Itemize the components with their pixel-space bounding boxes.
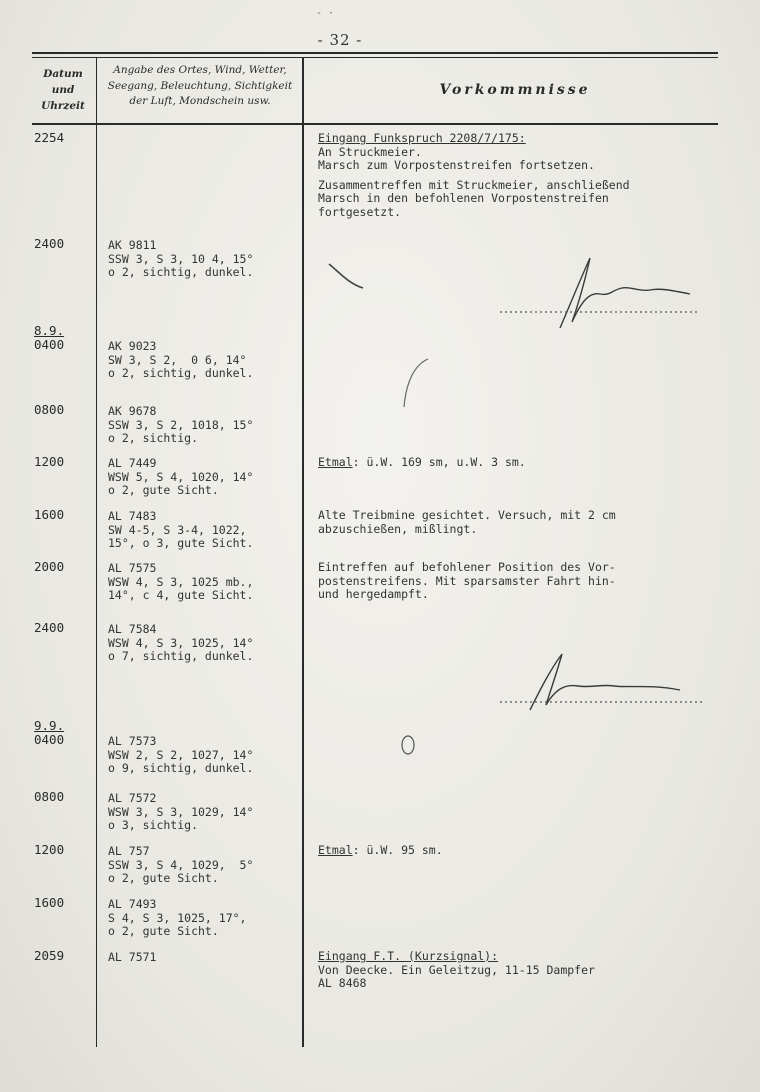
row-time-value: 1200 [34, 454, 65, 469]
page-number: - 32 - [317, 31, 363, 49]
row-time [34, 508, 94, 522]
signature-1 [490, 250, 710, 340]
table-top-rule [32, 52, 718, 54]
row-time-value: 2400 [34, 620, 65, 635]
row-place-weather: AL 7571 [108, 950, 157, 964]
event-line: Eingang F.T. (Kurzsignal): [318, 949, 499, 963]
row-time-value: 0800 [34, 402, 65, 417]
row-time [34, 843, 94, 857]
row-time [34, 237, 94, 251]
event-line: fortgesetzt. [318, 204, 402, 219]
row-event [318, 456, 718, 470]
row-time [34, 719, 94, 747]
row-place-weather: AL 757 SSW 3, S 4, 1029, 5° o 2, gute Sicht. [108, 844, 254, 885]
event-line: An Struckmeier. [318, 144, 422, 159]
event-line: Alte Treibmine gesichtet. Versuch, mit 2 cm [318, 508, 616, 522]
event-line: Etmal: ü.W. 169 sm, u.W. 3 sm. [318, 455, 526, 469]
ink-stroke [325, 258, 385, 298]
event-line: postenstreifens. Mit sparsamster Fahrt hin- [318, 573, 616, 588]
row-time [34, 324, 94, 352]
row-place-weather: AK 9678 SSW 3, S 2, 1018, 15° o 2, sichtig. [108, 404, 254, 445]
header-place-weather: Angabe des Ortes, Wind, Wetter, Seegang, Beleuchtung, Sichtigkeit der Luft, Mondschein usw. [107, 64, 293, 107]
column-divider-2 [302, 57, 304, 1047]
row-time [34, 790, 94, 804]
event-line: Von Deecke. Ein Geleitzug, 11-15 Dampfer [318, 962, 595, 977]
row-day: 9.9. [34, 718, 65, 733]
row-event [318, 844, 718, 858]
header-events: Vorkommnisse [439, 82, 591, 98]
row-time-value: 0400 [34, 337, 65, 352]
row-place-weather: AL 7575 WSW 4, S 3, 1025 mb., 14°, c 4, gute Sicht. [108, 561, 254, 602]
row-time-value: 1600 [34, 507, 65, 522]
row-place-weather: AL 7493 S 4, S 3, 1025, 17°, o 2, gute Sicht. [108, 897, 247, 938]
row-place-weather: AL 7573 WSW 2, S 2, 1027, 14° o 9, sichtig, dunkel. [108, 734, 254, 775]
event-line: Eingang Funkspruch 2208/7/175: [318, 131, 526, 145]
row-time [34, 403, 94, 417]
event-line: Marsch zum Vorpostenstreifen fortsetzen. [318, 158, 595, 172]
row-time-value: 1200 [34, 842, 65, 857]
row-time-value: 2059 [34, 948, 65, 963]
row-place-weather: AK 9023 SW 3, S 2, 0 6, 14° o 2, sichtig, dunkel. [108, 339, 254, 380]
row-event [318, 509, 718, 536]
row-time-value: 0400 [34, 732, 65, 747]
event-line: Zusammentreffen mit Struckmeier, anschließend [318, 177, 630, 192]
row-place-weather: AL 7483 SW 4-5, S 3-4, 1022, 15°, o 3, gute Sicht. [108, 509, 254, 550]
event-line: abzuschießen, mißlingt. [318, 521, 478, 536]
row-event [318, 561, 718, 602]
row-time [34, 455, 94, 469]
row-time [34, 621, 94, 635]
row-place-weather: AK 9811 SSW 3, S 3, 10 4, 15° o 2, sichtig, dunkel. [108, 238, 254, 279]
signature-2 [490, 650, 710, 720]
row-time-value: 1600 [34, 895, 65, 910]
ink-stroke-2 [396, 355, 456, 415]
row-place-weather: AL 7572 WSW 3, S 3, 1029, 14° o 3, sichtig. [108, 791, 254, 832]
row-event [318, 950, 718, 991]
row-place-weather: AL 7449 WSW 5, S 4, 1020, 14° o 2, gute Sicht. [108, 456, 254, 497]
row-time [34, 560, 94, 574]
top-mark: - · [316, 8, 335, 19]
event-line: und hergedampft. [318, 587, 429, 601]
event-line: Eintreffen auf befohlener Position des Vor- [318, 560, 616, 574]
header-date: Datum und Uhrzeit [41, 68, 85, 112]
event-line: AL 8468 [318, 976, 367, 990]
row-place-weather: AL 7584 WSW 4, S 3, 1025, 14° o 7, sichtig, dunkel. [108, 622, 254, 663]
row-time [34, 131, 94, 145]
row-time-value: 2254 [34, 130, 65, 145]
row-event [318, 132, 718, 219]
row-time-value: 2000 [34, 559, 65, 574]
row-time [34, 896, 94, 910]
column-divider-1 [96, 57, 97, 1047]
event-line: Etmal: ü.W. 95 sm. [318, 843, 443, 857]
table-top-rule-2 [32, 57, 718, 58]
row-day: 8.9. [34, 323, 65, 338]
ink-circle [396, 730, 420, 760]
row-time [34, 949, 94, 963]
header-bottom-rule [32, 123, 718, 125]
row-time-value: 0800 [34, 789, 65, 804]
event-line: Marsch in den befohlenen Vorpostenstreifen [318, 191, 609, 205]
row-time-value: 2400 [34, 236, 65, 251]
